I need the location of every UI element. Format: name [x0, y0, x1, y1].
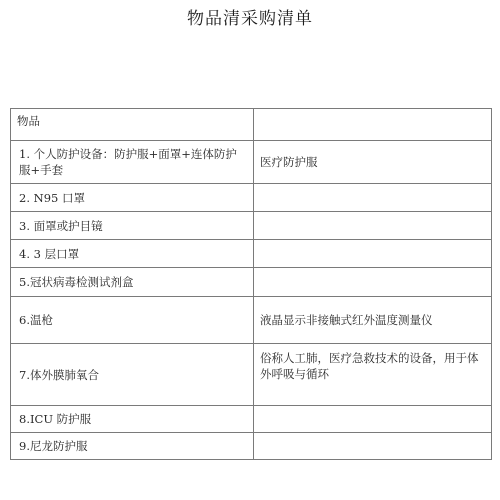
note-cell — [254, 433, 492, 460]
item-cell: 8.ICU 防护服 — [11, 406, 254, 433]
table-row — [11, 344, 492, 406]
item-cell: 7.体外膜肺氧合 — [11, 344, 254, 406]
table-row — [11, 433, 492, 460]
header-cell-note — [254, 109, 492, 141]
item-cell: 2. N95 口罩 — [11, 184, 254, 212]
table-row — [11, 212, 492, 240]
note-cell — [254, 268, 492, 297]
note-cell: 液晶显示非接触式红外温度测量仪 — [254, 297, 492, 344]
note-cell: 医疗防护服 — [254, 141, 492, 184]
note-cell — [254, 240, 492, 268]
item-cell: 4. 3 层口罩 — [11, 240, 254, 268]
header-cell-item: 物品 — [11, 109, 254, 141]
table-row — [11, 141, 492, 184]
table-row — [11, 406, 492, 433]
item-cell: 3. 面罩或护目镜 — [11, 212, 254, 240]
table-row — [11, 268, 492, 297]
purchase-list-table — [10, 108, 492, 460]
note-cell — [254, 184, 492, 212]
table-row — [11, 240, 492, 268]
item-cell: 5.冠状病毒检测试剂盒 — [11, 268, 254, 297]
note-cell — [254, 406, 492, 433]
table-header-row — [11, 109, 492, 141]
item-cell: 6.温枪 — [11, 297, 254, 344]
document-title: 物品清采购清单 — [187, 9, 313, 29]
note-cell — [254, 212, 492, 240]
item-cell: 9.尼龙防护服 — [11, 433, 254, 460]
table-row — [11, 297, 492, 344]
note-cell: 俗称人工肺，医疗急救技术的设备，用于体外呼吸与循环 — [254, 344, 492, 406]
table-row — [11, 184, 492, 212]
item-cell: 1. 个人防护设备：防护服+面罩+连体防护服+手套 — [11, 141, 254, 184]
